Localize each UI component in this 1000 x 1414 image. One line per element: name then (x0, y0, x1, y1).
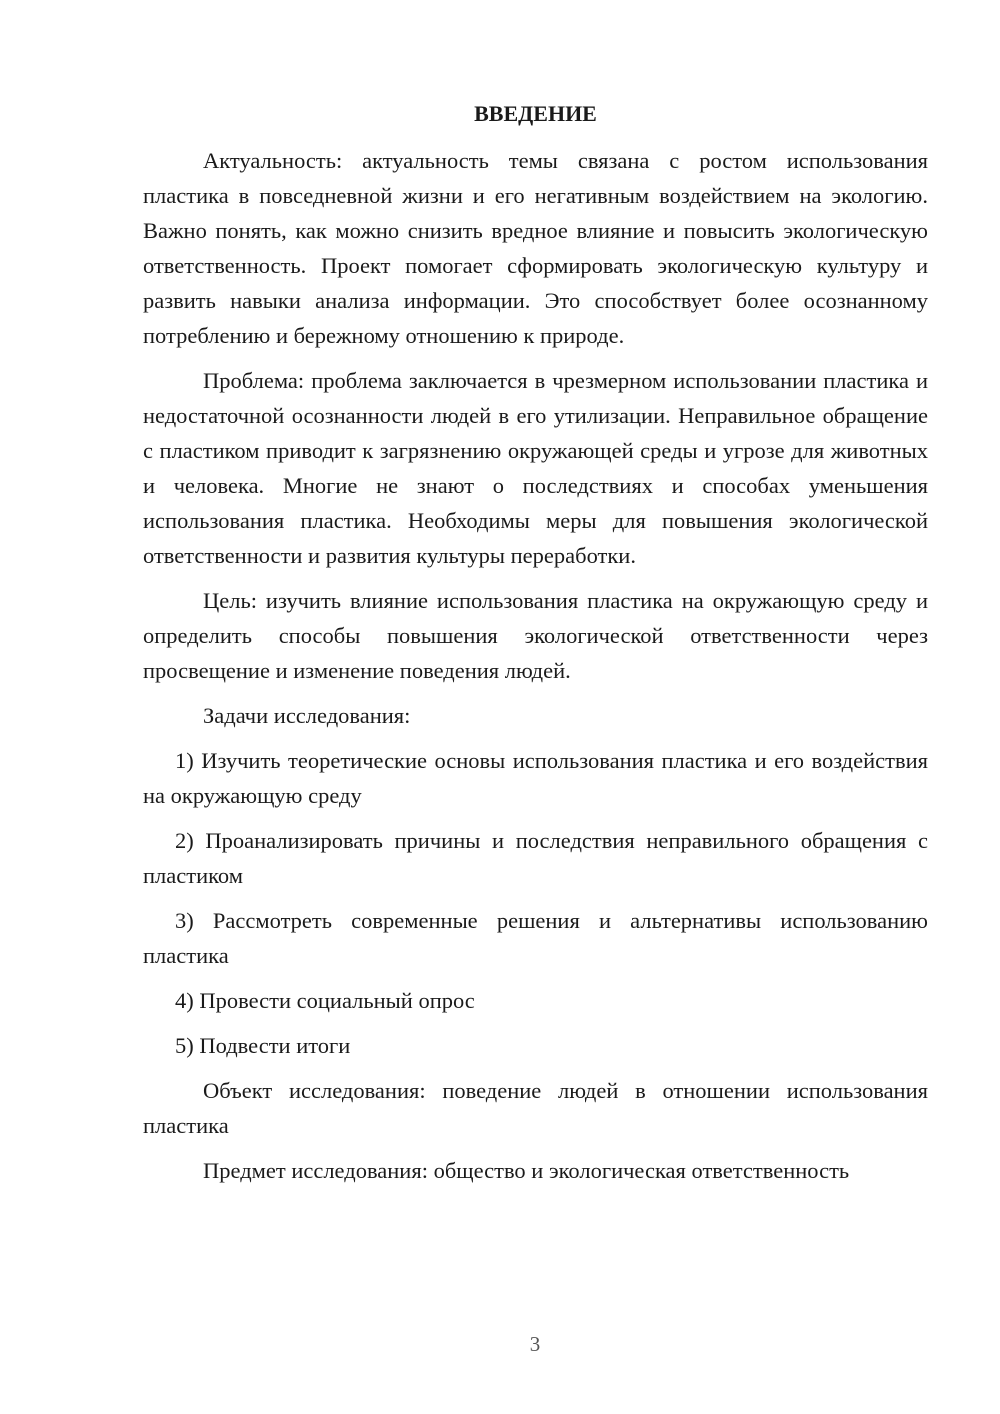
subject-paragraph: Предмет исследования: общество и экологическая ответственность (203, 1158, 850, 1183)
task-item-3: 3) Рассмотреть современные решения и альтернативы использованию пластика (143, 908, 928, 968)
page-title: ВВЕДЕНИЕ (474, 101, 597, 126)
task-item-2: 2) Проанализировать причины и последствия неправильного обращения с пластиком (143, 828, 928, 888)
relevance-paragraph: Актуальность: актуальность темы связана с ростом использования пластика в повседневной жизни и его негативным воздействием на экологию. Важно понять, как можно снизить вредное влияние и повысить экологическую ответственность. Проект помогает сформировать экологическую культуру и развить навыки анализа информации. Это способствует более осознанному потреблению и бережному отношению к природе. (143, 148, 928, 348)
object-paragraph: Объект исследования: поведение людей в отношении использования пластика (143, 1078, 928, 1138)
tasks-heading: Задачи исследования: (203, 703, 411, 728)
problem-paragraph: Проблема: проблема заключается в чрезмерном использовании пластика и недостаточной осознанности людей в его утилизации. Неправильное обращение с пластиком приводит к загрязнению окружающей среды и угрозе для животных и человека. Многие не знают о последствиях и способах уменьшения использования пластика. Необходимы меры для повышения экологической ответственности и развития культуры переработки. (143, 368, 928, 568)
task-item-5: 5) Подвести итоги (175, 1033, 351, 1058)
page-number: 3 (529, 1332, 541, 1356)
goal-paragraph: Цель: изучить влияние использования пластика на окружающую среду и определить способы повышения экологической ответственности через просвещение и изменение поведения людей. (143, 588, 928, 683)
task-item-4: 4) Провести социальный опрос (175, 988, 475, 1013)
page-content (143, 96, 928, 1198)
task-item-1: 1) Изучить теоретические основы использования пластика и его воздействия на окружающую среду (143, 748, 928, 808)
